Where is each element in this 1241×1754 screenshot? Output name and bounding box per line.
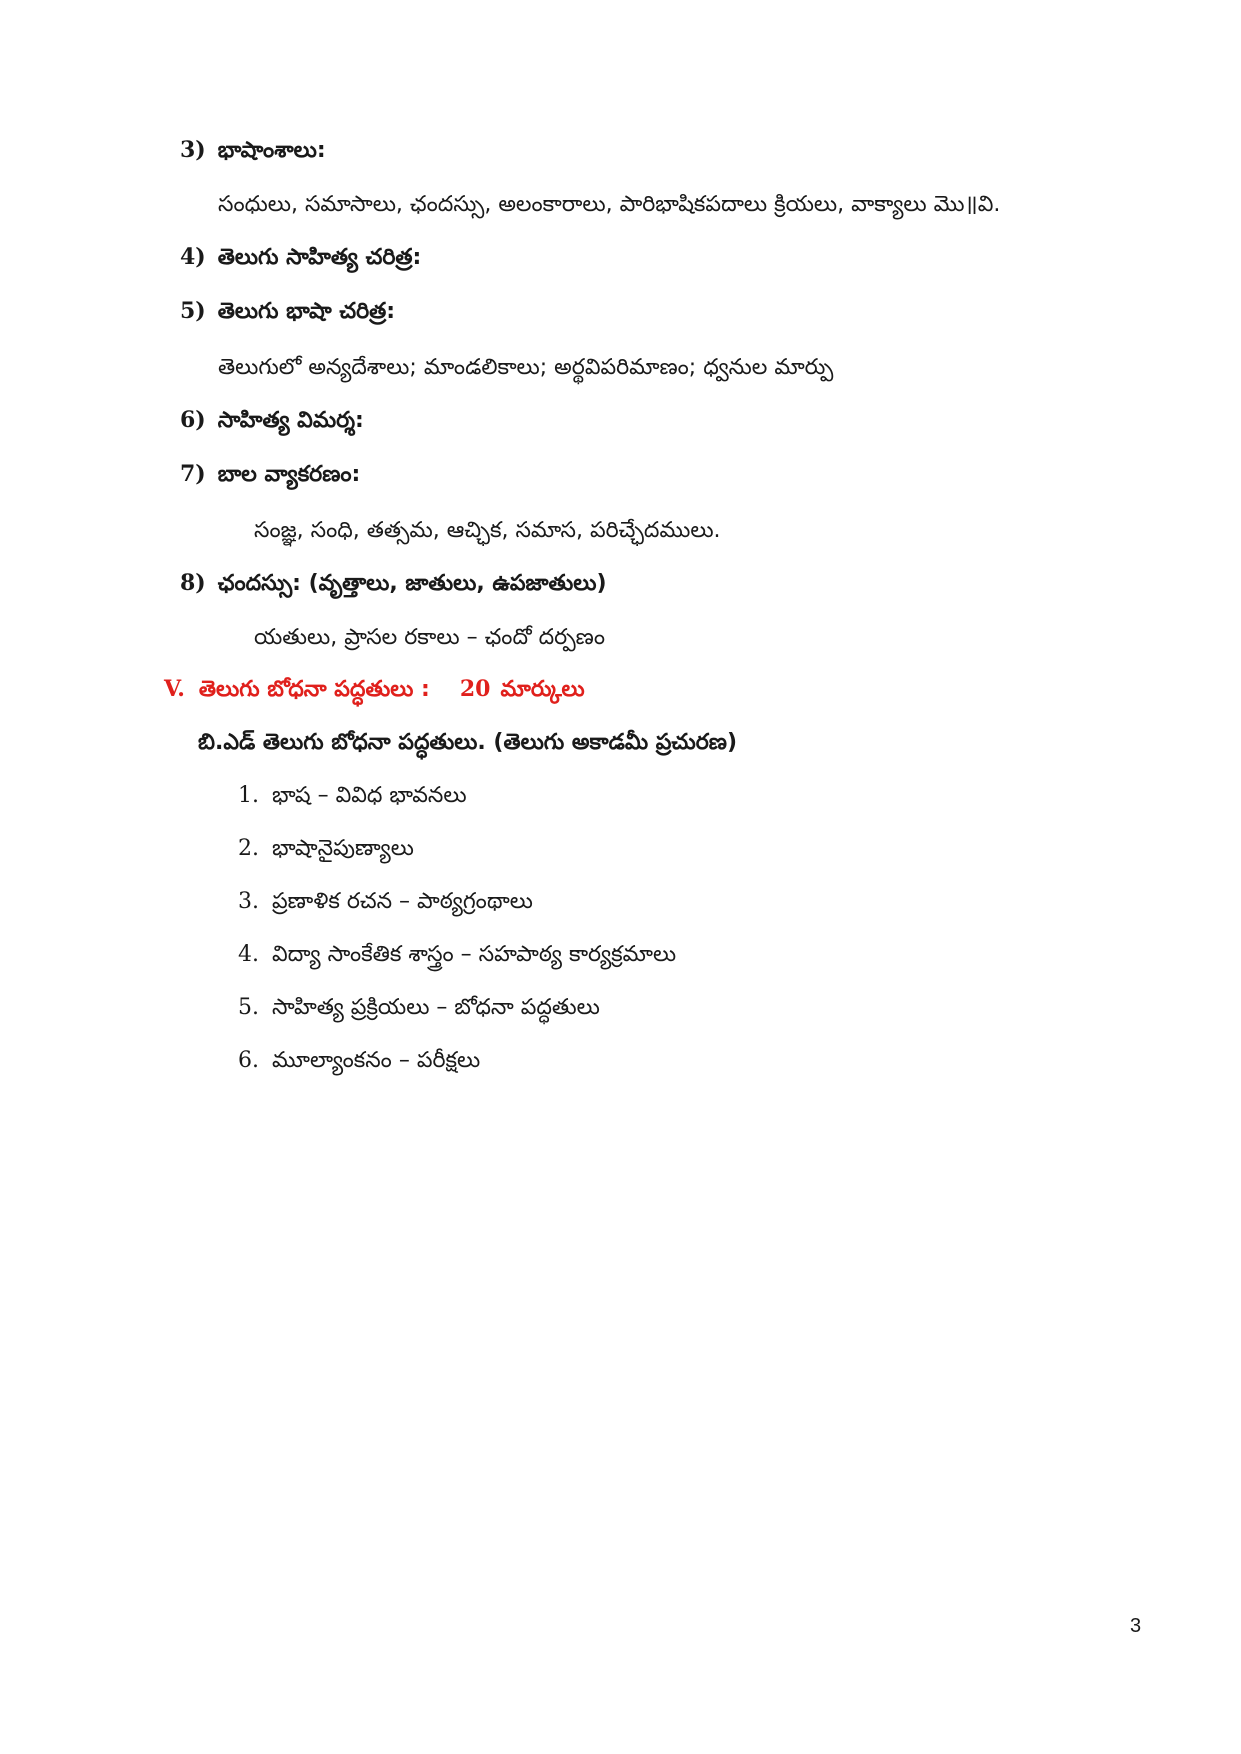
list-item-text: సాహిత్య ప్రక్రియలు – బోధనా పద్ధతులు [272,995,600,1020]
section-8-number: 8) [180,570,206,596]
list-item [238,993,600,1023]
list-item-number: 5. [238,995,259,1020]
section-5-heading [180,296,395,327]
section-3-number: 3) [180,137,206,163]
list-item-text: ప్రణాళిక రచన – పాఠ్యగ్రంథాలు [272,889,533,914]
section-6-number: 6) [180,407,206,433]
section-8-description: యతులు, ప్రాసల రకాలు – ఛందో దర్పణం [254,625,605,650]
section-5-number: 5) [180,298,206,324]
list-item [238,834,414,864]
section-8-title: ఛందస్సు: (వృత్తాలు, జాతులు, ఉపజాతులు) [217,571,607,596]
section-v-title: తెలుగు బోధనా పద్ధతులు : [198,677,430,702]
list-item [238,1046,480,1076]
section-v-heading [164,674,585,705]
section-v-marks-number: 20 [459,676,491,702]
section-5-title: తెలుగు భాషా చరిత్ర: [217,299,396,324]
list-item-number: 4. [238,942,259,967]
section-7-description: సంజ్ఞ, సంధి, తత్సమ, ఆచ్ఛిక, సమాస, పరిచ్ఛేదములు. [254,518,721,543]
list-item [238,781,467,811]
section-6-title: సాహిత్య విమర్శ: [217,408,364,433]
section-3-title: భాషాంశాలు: [217,138,326,163]
list-item-number: 2. [238,836,259,861]
list-item-text: భాషానైపుణ్యాలు [272,836,414,861]
list-item-text: మూల్యాంకనం – పరీక్షలు [272,1048,481,1073]
section-4-heading [180,242,421,273]
list-item-text: భాష – వివిధ భావనలు [272,783,467,808]
section-7-number: 7) [180,461,206,487]
list-item-number: 6. [238,1048,259,1073]
page-number: 3 [1130,1615,1142,1637]
list-item-text: విద్యా సాంకేతిక శాస్త్రం – సహపాఠ్య కార్యక్రమాలు [272,942,677,967]
list-item-number: 3. [238,889,259,914]
section-6-heading [180,405,364,436]
list-item-number: 1. [238,783,259,808]
section-3-description: సంధులు, సమాసాలు, ఛందస్సు, అలంకారాలు, పారిభాషికపదాలు క్రియలు, వాక్యాలు మొ॥వి. [218,192,1001,217]
section-7-title: బాల వ్యాకరణం: [217,462,361,487]
section-8-heading [180,568,607,599]
section-7-heading [180,459,360,490]
section-5-description: తెలుగులో అన్యదేశాలు; మాండలికాలు; అర్థవిపరిమాణం; ధ్వనుల మార్పు [218,355,834,380]
list-item [238,940,676,970]
section-v-subtitle: బి.ఎడ్ తెలుగు బోధనా పద్ధతులు. (తెలుగు అకాడమీ ప్రచురణ) [198,730,738,755]
section-4-number: 4) [180,244,206,270]
list-item [238,887,533,917]
section-v-roman: V. [164,676,185,702]
section-v-marks-label: మార్కులు [500,677,585,702]
section-4-title: తెలుగు సాహిత్య చరిత్ర: [217,245,422,270]
section-3-heading [180,135,326,166]
